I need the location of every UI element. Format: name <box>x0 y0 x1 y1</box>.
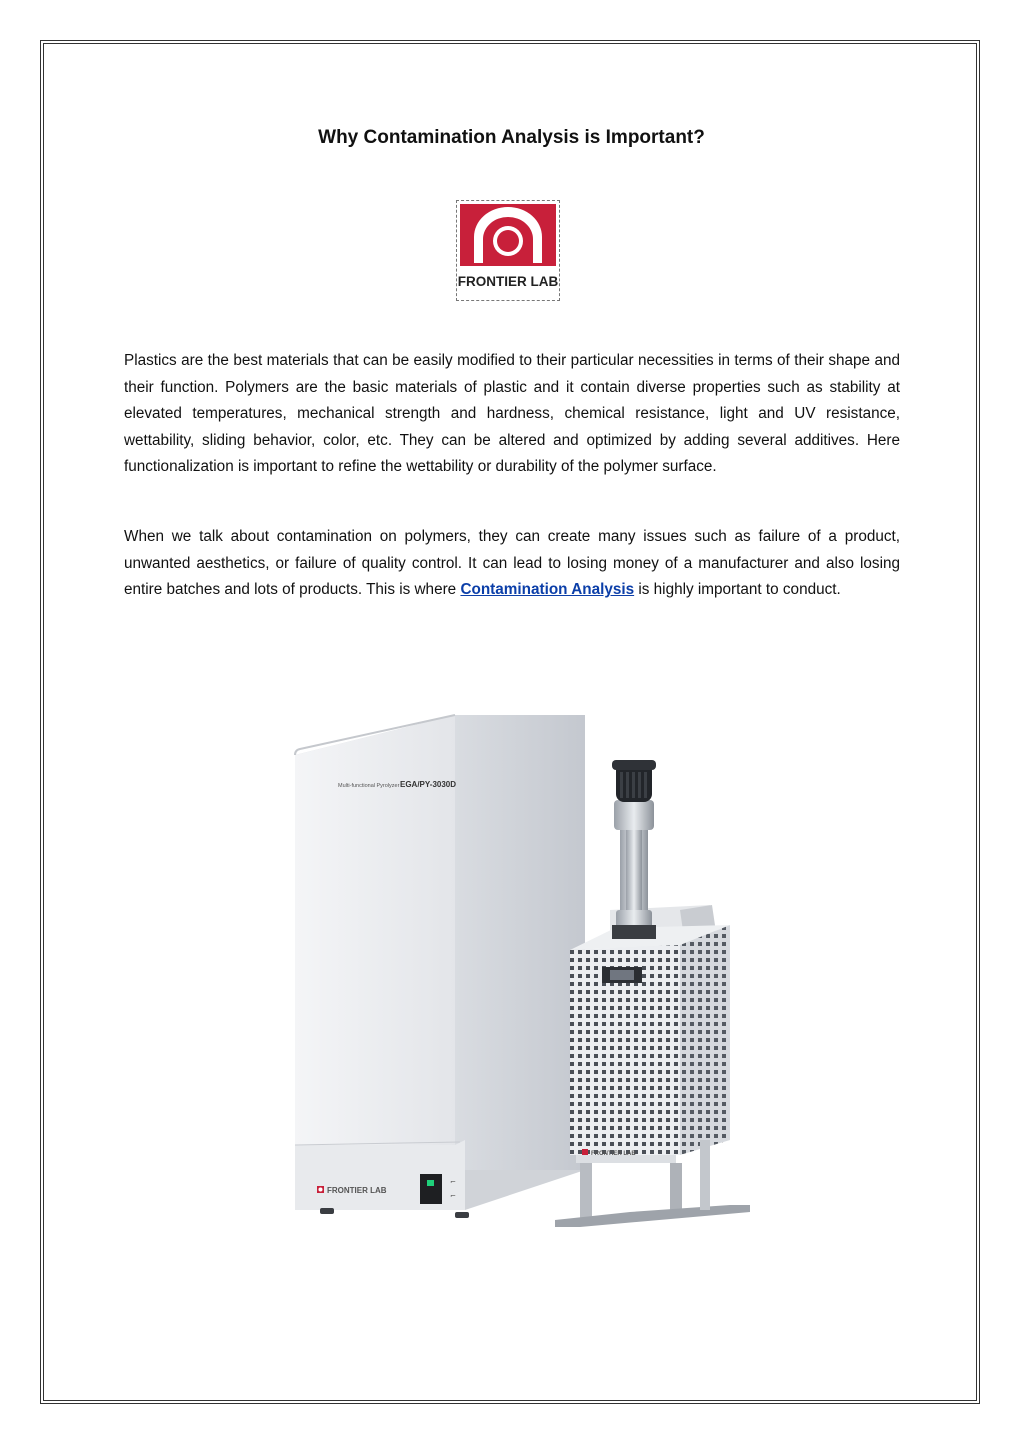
device-model-name: EGA/PY-3030D <box>400 780 457 789</box>
paragraph-contamination-text-a: When we talk about contamination on polymers, they can create many issues such as failure of a product, unwanted aesthetics, or failure of quality control. It can lead to losing money of a manufacturer and also losing entire batches and lots of products. This is where <box>124 528 900 599</box>
document-title: Why Contamination Analysis is Important? <box>318 127 705 148</box>
device-brand-label: FRONTIER LAB <box>327 1186 387 1195</box>
contamination-analysis-link[interactable]: Contamination Analysis <box>460 581 635 599</box>
svg-text:⌐: ⌐ <box>450 1192 456 1200</box>
logo-text: FRONTIER LAB <box>457 274 559 289</box>
svg-text:⌐: ⌐ <box>450 1178 456 1186</box>
paragraph-contamination-text-b: is highly important to conduct. <box>634 581 841 599</box>
frontier-lab-logo-icon <box>457 201 559 300</box>
frontier-lab-logo <box>456 200 560 301</box>
paragraph-contamination <box>124 524 900 604</box>
paragraph-plastics: Plastics are the best materials that can be easily modified to their particular necessities in terms of their shape and their function. Polymers are the basic materials of plastic and it contain diverse properties such as stability at elevated temperatures, mechanical strength and hardness, chemical resistance, light and UV resistance, wettability, sliding behavior, color, etc. They can be altered and optimized by adding several additives. Here functionalization is important to refine the wettability or durability of the polymer surface. <box>124 352 900 476</box>
device-model-label: Multi-functional Pyrolyzer <box>338 783 400 789</box>
pyrolyzer-device-image <box>280 700 750 1240</box>
device-brand-label-small: FRONTIER LAB <box>591 1151 636 1157</box>
pyrolyzer-illustration <box>280 700 750 1240</box>
